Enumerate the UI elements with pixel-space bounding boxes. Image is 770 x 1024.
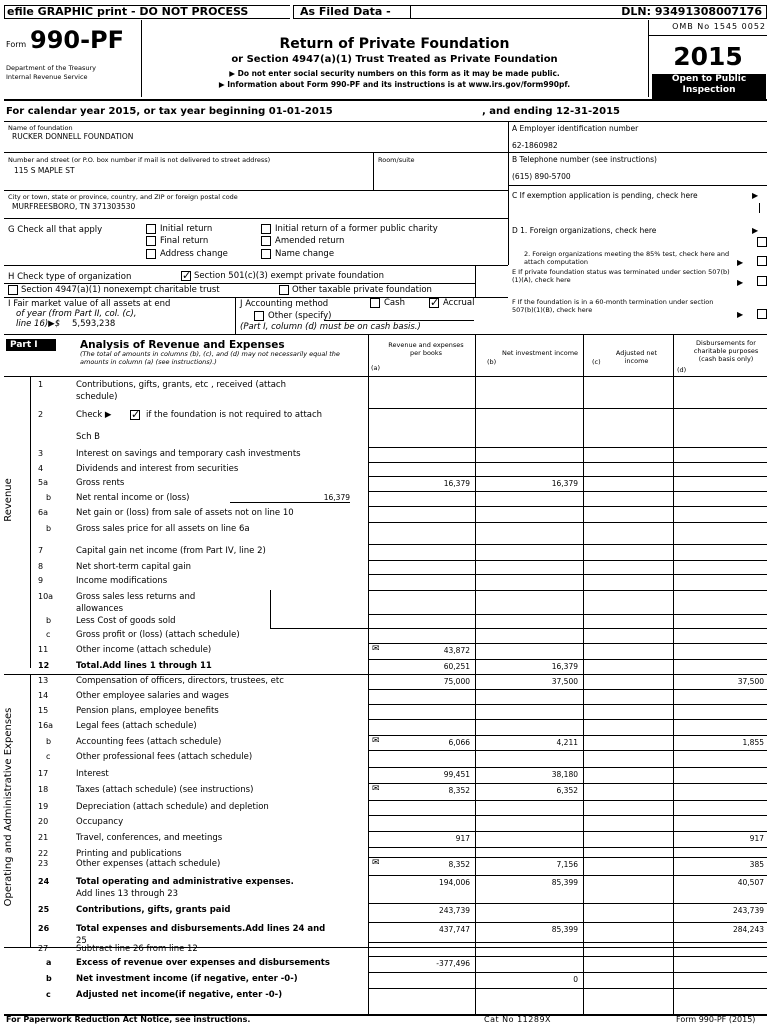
row-divider bbox=[368, 689, 767, 690]
expenses-side-label: Operating and Administrative Expenses bbox=[3, 707, 14, 907]
row-divider bbox=[368, 831, 767, 832]
inline-value: 16,379 bbox=[230, 493, 350, 503]
line-text: Gross sales less returns and bbox=[76, 592, 196, 602]
col-d-value: 917 bbox=[749, 834, 764, 843]
fmv-value: 5,593,238 bbox=[72, 319, 116, 329]
col-d-value: 1,855 bbox=[742, 738, 764, 747]
initial-former-checkbox[interactable] bbox=[261, 224, 271, 234]
row-divider bbox=[368, 988, 767, 989]
line-text: Travel, conferences, and meetings bbox=[76, 833, 223, 843]
phone-value: (615) 890-5700 bbox=[512, 172, 571, 181]
h-label: H Check type of organization bbox=[8, 272, 132, 282]
d1-checkbox[interactable] bbox=[757, 237, 767, 247]
attachment-icon[interactable]: ✉ bbox=[372, 784, 380, 794]
line-number: 16a bbox=[38, 721, 54, 730]
foundation-name: RUCKER DONNELL FOUNDATION bbox=[12, 132, 134, 141]
revenue-side-label: Revenue bbox=[3, 478, 14, 522]
line-text: Check ▶ bbox=[76, 410, 112, 420]
line-text: Gross sales price for all assets on line 6a bbox=[76, 524, 250, 534]
row-divider bbox=[368, 506, 767, 507]
col-b-value: 0 bbox=[573, 975, 578, 984]
line-number: 5a bbox=[38, 478, 48, 487]
col-c-tag: (c) bbox=[592, 358, 601, 366]
e-checkbox[interactable] bbox=[757, 276, 767, 286]
col-b-header: Net investment income bbox=[501, 349, 579, 357]
row-divider bbox=[368, 659, 767, 660]
line-number: b bbox=[46, 493, 52, 502]
part1-description: (The total of amounts in columns (b), (c), and (d) may not necessarily equal the amounts in column (a) (see instructions).) bbox=[80, 350, 340, 366]
tax-year: 2015 bbox=[673, 42, 743, 71]
line-number: c bbox=[46, 990, 51, 999]
line-text: Accounting fees (attach schedule) bbox=[76, 737, 222, 747]
line-number: 1 bbox=[38, 380, 44, 389]
row-divider bbox=[368, 408, 767, 409]
col-b-value: 37,500 bbox=[551, 677, 578, 686]
box-line bbox=[270, 628, 368, 629]
dln-label: DLN: 93491308007176 bbox=[411, 5, 767, 19]
line-text: Subtract line 26 from line 12 bbox=[76, 944, 198, 954]
line-text: Total.Add lines 1 through 11 bbox=[76, 661, 212, 671]
col-a-value: 6,066 bbox=[448, 738, 470, 747]
line-text: Taxes (attach schedule) (see instructions) bbox=[76, 785, 254, 795]
phone-label: B Telephone number (see instructions) bbox=[512, 155, 657, 164]
amended-return-checkbox[interactable] bbox=[261, 236, 271, 246]
attachment-icon[interactable]: ✉ bbox=[372, 644, 380, 654]
col-a-value: 43,872 bbox=[443, 646, 470, 655]
col-b-value: 85,399 bbox=[551, 878, 578, 887]
line-text: Total operating and administrative expenses. bbox=[76, 877, 294, 887]
row-divider bbox=[368, 972, 767, 973]
row-divider bbox=[368, 522, 767, 523]
col-a-header: Revenue and expenses per books bbox=[388, 341, 464, 357]
line-number: 18 bbox=[38, 785, 49, 794]
row-divider bbox=[368, 815, 767, 816]
line-text: Net short-term capital gain bbox=[76, 562, 192, 572]
row-divider bbox=[368, 447, 767, 448]
row-divider bbox=[368, 574, 767, 575]
j-note: (Part I, column (d) must be on cash basis.) bbox=[240, 322, 421, 332]
cash-checkbox[interactable] bbox=[370, 298, 380, 308]
line-number: 17 bbox=[38, 769, 49, 778]
i-label-3: line 16)▶$ bbox=[16, 319, 61, 329]
accrual-checkbox[interactable] bbox=[429, 298, 439, 308]
calendar-end: , and ending 12-31-2015 bbox=[482, 106, 620, 117]
line-number: 8 bbox=[38, 562, 44, 571]
col-a-value: 75,000 bbox=[443, 677, 470, 686]
line-text: Dividends and interest from securities bbox=[76, 464, 239, 474]
row-divider bbox=[368, 942, 767, 943]
line-text: Adjusted net income(if negative, enter -0-) bbox=[76, 990, 283, 1000]
row-divider bbox=[368, 750, 767, 751]
line-number: 6a bbox=[38, 508, 48, 517]
attachment-icon[interactable]: ✉ bbox=[372, 858, 380, 868]
col-a-value: 16,379 bbox=[443, 479, 470, 488]
row-divider bbox=[368, 614, 767, 615]
line-number: 25 bbox=[38, 905, 50, 914]
line-text: Excess of revenue over expenses and disbursements bbox=[76, 958, 330, 968]
row-divider bbox=[368, 643, 767, 644]
exemption-pending-label: C If exemption application is pending, check here bbox=[512, 191, 698, 200]
row-divider bbox=[368, 544, 767, 545]
row-divider bbox=[368, 491, 767, 492]
omb-number: OMB No 1545 0052 bbox=[672, 22, 766, 31]
g-label: G Check all that apply bbox=[8, 225, 103, 235]
row-divider bbox=[368, 903, 767, 904]
line-text: Net gain or (loss) from sale of assets not on line 10 bbox=[76, 508, 294, 518]
col-d-value: 37,500 bbox=[737, 677, 764, 686]
line-text: Pension plans, employee benefits bbox=[76, 706, 219, 716]
row-divider bbox=[368, 590, 767, 591]
row-divider bbox=[368, 560, 767, 561]
line-number: 10a bbox=[38, 592, 54, 601]
j-label: J Accounting method bbox=[240, 299, 329, 309]
line-number: c bbox=[46, 630, 51, 639]
street-label: Number and street (or P.O. box number if mail is not delivered to street address) bbox=[8, 156, 271, 164]
arrow-icon: ▶ bbox=[737, 278, 744, 287]
line-text: Gross rents bbox=[76, 478, 125, 488]
col-a-value: 437,747 bbox=[438, 925, 470, 934]
col-b-value: 85,399 bbox=[551, 925, 578, 934]
line-text-2: allowances bbox=[76, 604, 124, 614]
open-inspection-badge: Open to Public Inspection bbox=[652, 74, 766, 99]
line-text-2: Add lines 13 through 23 bbox=[76, 889, 179, 899]
col-a-value: 60,251 bbox=[443, 662, 470, 671]
row-divider bbox=[368, 857, 767, 858]
line-number: c bbox=[46, 752, 51, 761]
line-text: Other professional fees (attach schedule) bbox=[76, 752, 253, 762]
line-text: Net rental income or (loss) bbox=[76, 493, 190, 503]
col-b-tag: (b) bbox=[487, 358, 497, 366]
col-b-value: 4,211 bbox=[556, 738, 578, 747]
initial-return-label: Initial return bbox=[160, 224, 213, 234]
arrow-icon: ▶ bbox=[737, 310, 744, 319]
col-d-value: 243,739 bbox=[732, 906, 764, 915]
col-a-value: 8,352 bbox=[448, 860, 470, 869]
form-title: Return of Private Foundation bbox=[279, 36, 510, 52]
row-divider bbox=[368, 956, 767, 957]
row-divider bbox=[368, 476, 767, 477]
line-text: Less Cost of goods sold bbox=[76, 616, 176, 626]
row-divider bbox=[368, 462, 767, 463]
col-a-value: 243,739 bbox=[438, 906, 470, 915]
d1-label: D 1. Foreign organizations, check here bbox=[512, 226, 657, 235]
city-label: City or town, state or province, country, and ZIP or foreign postal code bbox=[8, 193, 238, 201]
part1-title: Analysis of Revenue and Expenses bbox=[80, 339, 285, 351]
address-change-label: Address change bbox=[160, 249, 228, 259]
box-line bbox=[270, 590, 271, 628]
form-number: 990-PF bbox=[30, 26, 125, 54]
line-number: 23 bbox=[38, 859, 49, 868]
line-text: Other expenses (attach schedule) bbox=[76, 859, 221, 869]
other-taxable-label: Other taxable private foundation bbox=[292, 285, 432, 295]
address-change-checkbox[interactable] bbox=[146, 249, 156, 259]
col-d-value: 40,507 bbox=[737, 878, 764, 887]
col-d-tag: (d) bbox=[677, 366, 687, 374]
attachment-icon[interactable]: ✉ bbox=[372, 736, 380, 746]
line-text: Legal fees (attach schedule) bbox=[76, 721, 197, 731]
line-number: 19 bbox=[38, 802, 49, 811]
section-divider bbox=[4, 674, 767, 675]
col-b-value: 7,156 bbox=[556, 860, 578, 869]
amended-return-label: Amended return bbox=[275, 236, 345, 246]
col-d-value: 385 bbox=[749, 860, 764, 869]
row-divider bbox=[368, 719, 767, 720]
name-change-checkbox[interactable] bbox=[261, 249, 271, 259]
cat-number: Cat No 11289X bbox=[484, 1015, 552, 1024]
line-number: 27 bbox=[38, 944, 49, 953]
row-divider bbox=[368, 735, 767, 736]
line-text: Compensation of officers, directors, trustees, etc bbox=[76, 676, 284, 686]
final-return-label: Final return bbox=[160, 236, 209, 246]
row-divider bbox=[368, 628, 767, 629]
line-number: a bbox=[46, 958, 52, 967]
line-text-b: if the foundation is not required to attach bbox=[146, 410, 323, 420]
line-text: Interest bbox=[76, 769, 109, 779]
department-label: Department of the Treasury Internal Revenue Service bbox=[6, 64, 97, 81]
line-number: 13 bbox=[38, 676, 49, 685]
city-value: MURFREESBORO, TN 371303530 bbox=[12, 202, 136, 211]
line-number: 3 bbox=[38, 449, 44, 458]
arrow-icon: ▶ bbox=[752, 191, 759, 200]
line-text: Occupancy bbox=[76, 817, 124, 827]
part1-tag: Part I bbox=[6, 339, 56, 351]
line-text: Income modifications bbox=[76, 576, 168, 586]
line-text: Contributions, gifts, grants paid bbox=[76, 905, 231, 915]
arrow-icon: ▶ bbox=[752, 226, 759, 235]
i-label-2: of year (from Part II, col. (c), bbox=[16, 309, 137, 319]
sch-b-checkbox[interactable] bbox=[130, 410, 140, 420]
line-text: Other employee salaries and wages bbox=[76, 691, 229, 701]
line-text: Gross profit or (loss) (attach schedule) bbox=[76, 630, 240, 640]
line-text: Capital gain net income (from Part IV, line 2) bbox=[76, 546, 266, 556]
e-label: E If private foundation status was terminated under section 507(b)(1)(A), check here bbox=[512, 268, 730, 284]
line-text: Interest on savings and temporary cash investments bbox=[76, 449, 301, 459]
line-text: Net investment income (if negative, enter -0-) bbox=[76, 974, 298, 984]
final-return-checkbox[interactable] bbox=[146, 236, 156, 246]
line-text: Other income (attach schedule) bbox=[76, 645, 212, 655]
row-divider bbox=[368, 800, 767, 801]
4947-checkbox[interactable] bbox=[8, 285, 18, 295]
col-a-tag: (a) bbox=[371, 364, 381, 372]
line-number: 20 bbox=[38, 817, 49, 826]
arrow-icon: ▶ bbox=[737, 258, 744, 267]
line-number: 14 bbox=[38, 691, 49, 700]
col-a-value: 99,451 bbox=[443, 770, 470, 779]
f-label: F If the foundation is in a 60-month termination under section 507(b)(1)(B), check here bbox=[512, 298, 714, 314]
line-number: 21 bbox=[38, 833, 49, 842]
line-number: b bbox=[46, 974, 52, 983]
col-a-value: -377,496 bbox=[436, 959, 470, 968]
row-divider bbox=[368, 922, 767, 923]
line-number: 12 bbox=[38, 661, 50, 670]
cash-label: Cash bbox=[384, 298, 405, 308]
line-number: b bbox=[46, 616, 52, 625]
row-divider bbox=[368, 847, 767, 848]
line-text: Contributions, gifts, grants, etc , received (attach bbox=[76, 380, 286, 390]
col-a-value: 8,352 bbox=[448, 786, 470, 795]
as-filed-label: As Filed Data - bbox=[293, 5, 411, 19]
row-divider bbox=[368, 704, 767, 705]
line-text: Depreciation (attach schedule) and depletion bbox=[76, 802, 269, 812]
accrual-label: Accrual bbox=[443, 298, 475, 308]
col-c-header: Adjusted net income bbox=[615, 349, 658, 365]
col-a-value: 917 bbox=[455, 834, 470, 843]
line-number: b bbox=[46, 524, 52, 533]
line-number: 26 bbox=[38, 924, 50, 933]
room-label: Room/suite bbox=[378, 156, 415, 164]
col-b-value: 6,352 bbox=[556, 786, 578, 795]
line-text-2: 25 bbox=[76, 936, 87, 946]
other-method-checkbox[interactable] bbox=[254, 311, 264, 321]
line-number: 2 bbox=[38, 410, 44, 419]
other-taxable-checkbox[interactable] bbox=[279, 285, 289, 295]
line-number: 7 bbox=[38, 546, 44, 555]
row-divider bbox=[368, 875, 767, 876]
line-number: 9 bbox=[38, 576, 44, 585]
line-text: Total expenses and disbursements.Add lines 24 and bbox=[76, 924, 326, 934]
col-b-value: 38,180 bbox=[551, 770, 578, 779]
ssn-notice: ▶ Do not enter social security numbers on this form as it may be made public. bbox=[229, 69, 560, 78]
calendar-begin: For calendar year 2015, or tax year beginning 01-01-2015 bbox=[6, 106, 333, 117]
d2-checkbox[interactable] bbox=[757, 256, 767, 266]
efile-banner: efile GRAPHIC print - DO NOT PROCESS bbox=[4, 5, 290, 19]
line-number: 22 bbox=[38, 849, 49, 858]
d2-label: 2. Foreign organizations meeting the 85% test, check here and attach computation bbox=[524, 250, 730, 266]
line-number: 24 bbox=[38, 877, 50, 886]
form-subtitle: or Section 4947(a)(1) Trust Treated as Private Foundation bbox=[231, 54, 558, 65]
other-method-label: Other (specify) bbox=[268, 311, 332, 321]
street-value: 115 S MAPLE ST bbox=[14, 166, 75, 175]
4947-label: Section 4947(a)(1) nonexempt charitable trust bbox=[21, 285, 220, 295]
form-footer-id: Form 990-PF (2015) bbox=[676, 1015, 756, 1024]
form-prefix: Form bbox=[6, 40, 27, 49]
col-d-value: 284,243 bbox=[732, 925, 764, 934]
line-number: b bbox=[46, 737, 52, 746]
f-checkbox[interactable] bbox=[757, 309, 767, 319]
line-text: Printing and publications bbox=[76, 849, 182, 859]
row-divider bbox=[368, 783, 767, 784]
ein-label: A Employer identification number bbox=[512, 124, 639, 133]
col-b-value: 16,379 bbox=[551, 662, 578, 671]
line-text-2: schedule) bbox=[76, 392, 118, 402]
ein-value: 62-1860982 bbox=[512, 141, 558, 150]
foundation-name-label: Name of foundation bbox=[8, 124, 73, 132]
i-label: I Fair market value of all assets at end bbox=[8, 299, 171, 309]
col-a-value: 194,006 bbox=[438, 878, 470, 887]
line-number: 11 bbox=[38, 645, 49, 654]
instructions-notice: ▶ Information about Form 990-PF and its instructions is at www.irs.gov/form990pf. bbox=[218, 80, 571, 89]
501c3-checkbox[interactable] bbox=[181, 271, 191, 281]
col-d-header: Disbursements for charitable purposes (cash basis only) bbox=[693, 339, 759, 363]
name-change-label: Name change bbox=[275, 249, 335, 259]
501c3-label: Section 501(c)(3) exempt private foundation bbox=[194, 271, 384, 281]
initial-return-checkbox[interactable] bbox=[146, 224, 156, 234]
paperwork-notice: For Paperwork Reduction Act Notice, see instructions. bbox=[6, 1015, 251, 1024]
line-text-2: Sch B bbox=[76, 432, 100, 442]
section-divider bbox=[4, 947, 767, 948]
line-number: 15 bbox=[38, 706, 49, 715]
col-b-value: 16,379 bbox=[551, 479, 578, 488]
row-divider bbox=[368, 767, 767, 768]
line-number: 4 bbox=[38, 464, 44, 473]
initial-former-label: Initial return of a former public charity bbox=[275, 224, 438, 234]
